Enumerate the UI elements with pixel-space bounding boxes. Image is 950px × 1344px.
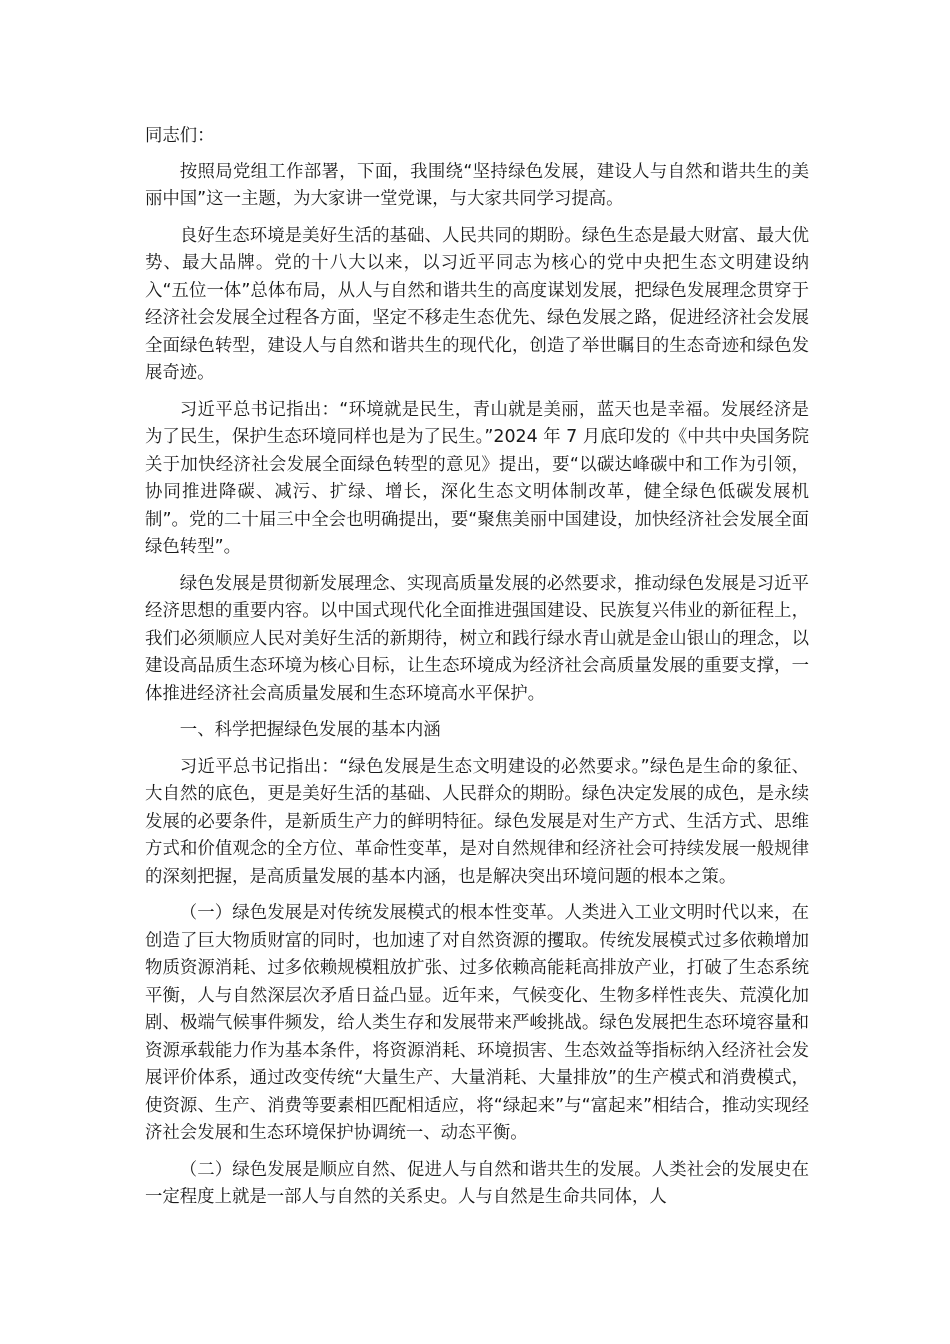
paragraph-green-development: 绿色发展是贯彻新发展理念、实现高质量发展的必然要求，推动绿色发展是习近平经济思想的重要内容。以中国式现代化全面推进强国建设、民族复兴伟业的新征程上，我们必须顺应人民对美好生活的新期待，树立和践行绿水青山就是金山银山的理念，以建设高品质生态环境为核心目标，让生态环境成为经济社会高质量发展的重要支撑，一体推进经济社会高质量发展和生态环境高水平保护。 <box>145 573 809 704</box>
subsection-2: （二）绿色发展是顺应自然、促进人与自然和谐共生的发展。人类社会的发展史在一定程度上就是一部人与自然的关系史。人与自然是生命共同体，人 <box>145 1159 809 1207</box>
paragraph-intro: 按照局党组工作部署，下面，我围绕“坚持绿色发展，建设人与自然和谐共生的美丽中国”这一主题，为大家讲一堂党课，与大家共同学习提高。 <box>145 161 809 209</box>
paragraph-quote: 习近平总书记指出：“环境就是民生，青山就是美丽，蓝天也是幸福。发展经济是为了民生，保护生态环境同样也是为了民生。”2024 年 7 月底印发的《中共中央国务院关于加快经济社会发展全面绿色转型的意见》提出，要“以碳达峰碳中和工作为引领，协同推进降碳、减污、扩绿、增长，深化生态文明体制改革，健全绿色低碳发展机制”。党的二十届三中全会也明确提出，要“聚焦美丽中国建设，加快经济社会发展全面绿色转型”。 <box>145 399 809 557</box>
paragraph-ecology: 良好生态环境是美好生活的基础、人民共同的期盼。绿色生态是最大财富、最大优势、最大品牌。党的十八大以来，以习近平同志为核心的党中央把生态文明建设纳入“五位一体”总体布局，从人与自然和谐共生的高度谋划发展，把绿色发展理念贯穿于经济社会发展全过程各方面，坚定不移走生态优先、绿色发展之路，促进经济社会发展全面绿色转型，建设人与自然和谐共生的现代化，创造了举世瞩目的生态奇迹和绿色发展奇迹。 <box>145 225 809 383</box>
document-page <box>145 123 809 1221</box>
subsection-1: （一）绿色发展是对传统发展模式的根本性变革。人类进入工业文明时代以来，在创造了巨大物质财富的同时，也加速了对自然资源的攫取。传统发展模式过多依赖增加物质资源消耗、过多依赖规模粗放扩张、过多依赖高能耗高排放产业，打破了生态系统平衡，人与自然深层次矛盾日益凸显。近年来，气候变化、生物多样性丧失、荒漠化加剧、极端气候事件频发，给人类生存和发展带来严峻挑战。绿色发展把生态环境容量和资源承载能力作为基本条件，将资源消耗、环境损害、生态效益等指标纳入经济社会发展评价体系，通过改变传统“大量生产、大量消耗、大量排放”的生产模式和消费模式，使资源、生产、消费等要素相匹配相适应，将“绿起来”与“富起来”相结合，推动实现经济社会发展和生态环境保护协调统一、动态平衡。 <box>145 903 809 1143</box>
greeting: 同志们： <box>145 126 215 146</box>
section-heading-1: 一、科学把握绿色发展的基本内涵 <box>179 720 441 740</box>
section-1-intro: 习近平总书记指出：“绿色发展是生态文明建设的必然要求。”绿色是生命的象征、大自然的底色，更是美好生活的基础、人民群众的期盼。绿色决定发展的成色，是永续发展的必要条件，是新质生产力的鲜明特征。绿色发展是对生产方式、生活方式、思维方式和价值观念的全方位、革命性变革，是对自然规律和经济社会可持续发展一般规律的深刻把握，是高质量发展的基本内涵，也是解决突出环境问题的根本之策。 <box>145 756 809 887</box>
